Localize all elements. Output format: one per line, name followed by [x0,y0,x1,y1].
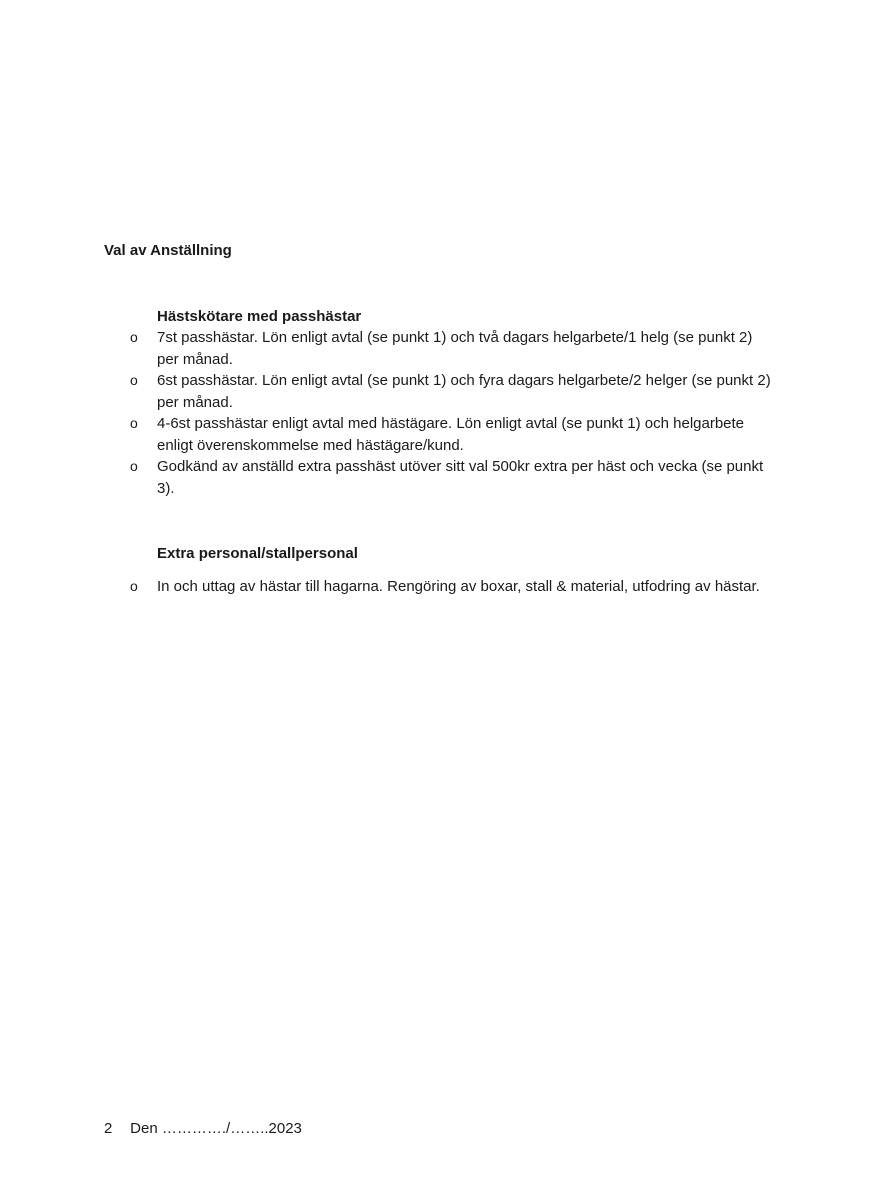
circle-bullet-icon: o [130,372,138,388]
circle-bullet-icon: o [130,578,138,594]
list-item [104,576,777,598]
circle-bullet-icon: o [130,329,138,345]
section-heading: Extra personal/stallpersonal [157,545,358,562]
bullet-list [104,576,804,598]
list-item [104,327,777,370]
section-heading: Hästskötare med passhästar [157,308,362,325]
page-footer [104,1119,302,1139]
page-title: Val av Anställning [104,242,232,259]
list-item [104,456,777,499]
section-passhastar [104,306,804,499]
circle-bullet-icon: o [130,458,138,474]
list-item-text: Godkänd av anställd extra passhäst utöver sitt val 500kr extra per häst och vecka (se punkt 3). [157,458,764,497]
list-item [104,413,777,456]
list-item-text: 6st passhästar. Lön enligt avtal (se punkt 1) och fyra dagars helgarbete/2 helger (se punkt 2) per månad. [157,372,771,411]
section-extra-personal [104,543,804,598]
date-line: Den …………./……..2023 [130,1120,302,1137]
list-item-text: 7st passhästar. Lön enligt avtal (se punkt 1) och två dagars helgarbete/1 helg (se punkt 2) per månad. [157,329,753,368]
list-item [104,370,777,413]
list-item-text: 4-6st passhästar enligt avtal med hästägare. Lön enligt avtal (se punkt 1) och helgarbete enligt överenskommelse med hästägare/kund. [157,415,745,454]
circle-bullet-icon: o [130,415,138,431]
list-item-text: In och uttag av hästar till hagarna. Rengöring av boxar, stall & material, utfodring av hästar. [157,578,760,595]
page-number: 2 [104,1120,113,1137]
bullet-list [104,327,804,499]
